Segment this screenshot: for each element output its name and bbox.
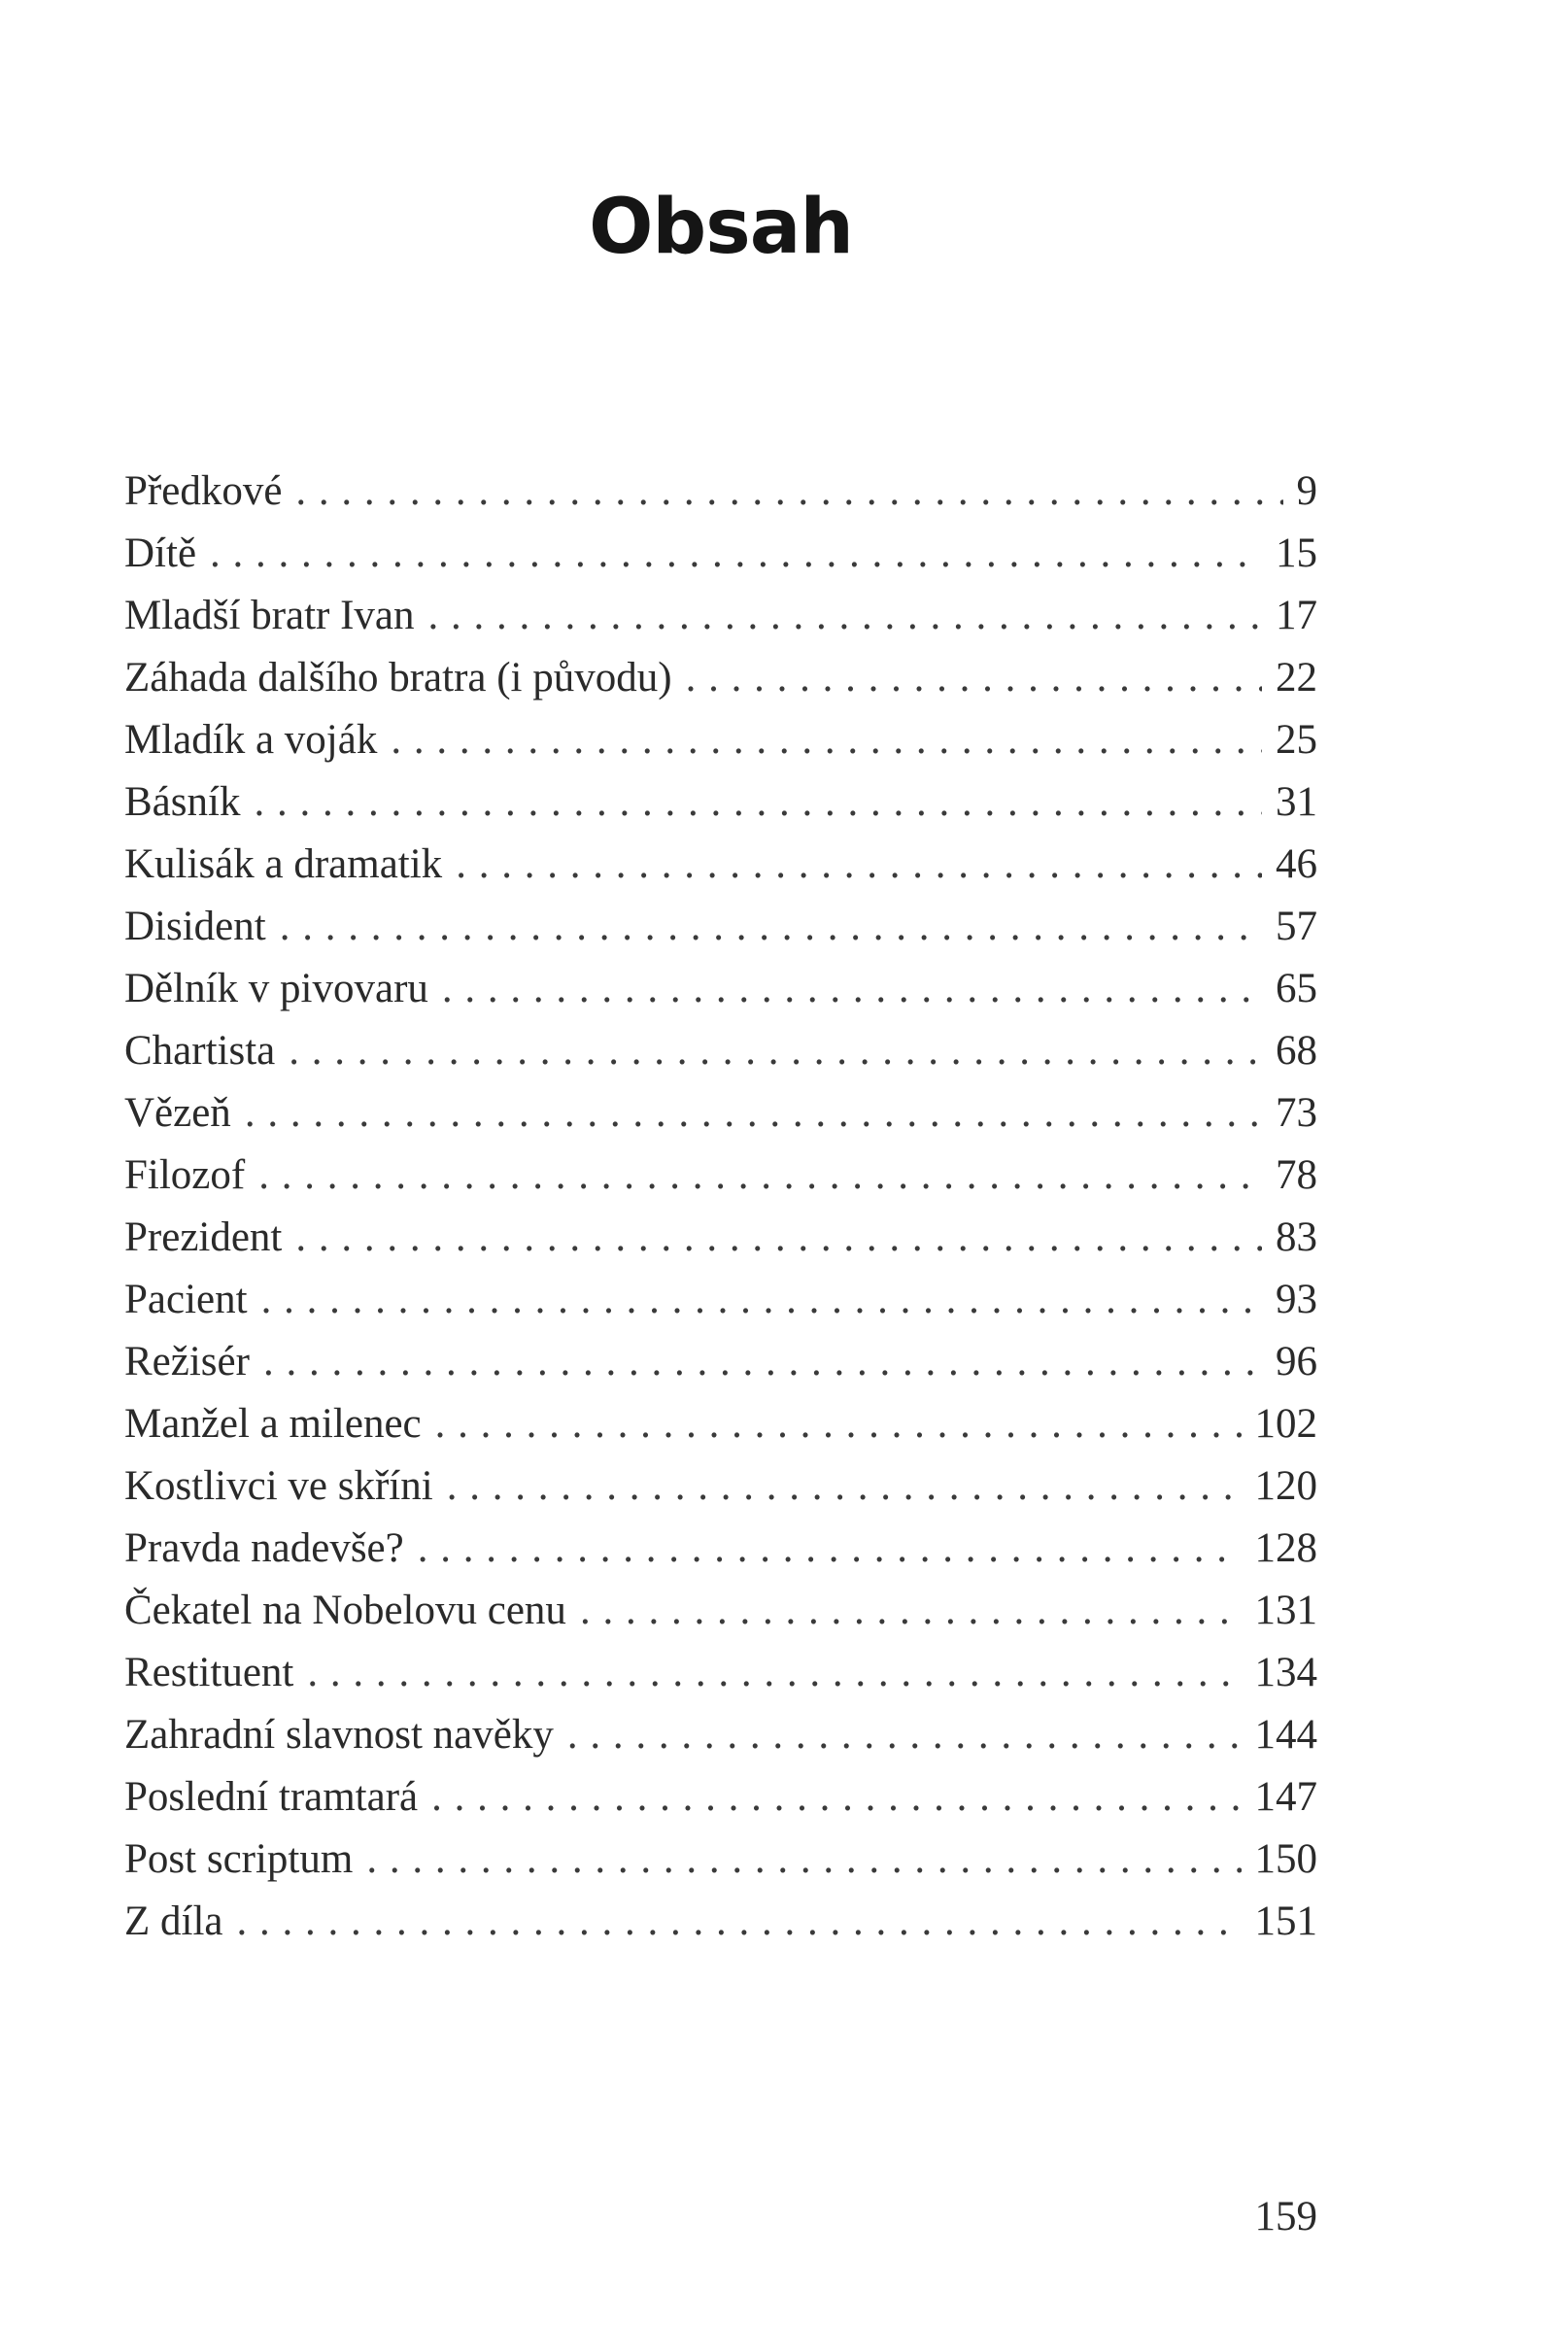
- toc-entry-page: 31: [1276, 779, 1317, 825]
- toc-entry-page: 134: [1254, 1650, 1317, 1695]
- toc-entry: [124, 461, 1317, 523]
- toc-entry: [124, 1393, 1317, 1455]
- toc-entry-page: 102: [1254, 1401, 1317, 1447]
- toc-entry-page: 83: [1276, 1214, 1317, 1260]
- toc-entry-page: 131: [1254, 1588, 1317, 1633]
- toc-entry-page: 128: [1254, 1525, 1317, 1571]
- toc-entry-title: Pacient: [124, 1277, 248, 1322]
- dot-leader: [237, 1891, 1242, 1953]
- toc-entry: [124, 958, 1317, 1020]
- toc-entry: [124, 647, 1317, 709]
- dot-leader: [580, 1580, 1242, 1642]
- toc-entry: [124, 1518, 1317, 1580]
- toc-entry: [124, 1082, 1317, 1145]
- toc-entry-title: Dítě: [124, 530, 197, 576]
- dot-leader: [210, 523, 1262, 585]
- toc-entry-title: Mladší bratr Ivan: [124, 593, 415, 638]
- toc-entry-title: Pravda nadevše?: [124, 1525, 404, 1571]
- table-of-contents: [124, 461, 1317, 1953]
- toc-entry-page: 68: [1276, 1028, 1317, 1074]
- toc-entry-title: Básník: [124, 779, 241, 825]
- dot-leader: [307, 1642, 1241, 1704]
- toc-entry-page: 57: [1276, 904, 1317, 949]
- toc-entry-title: Disident: [124, 904, 266, 949]
- dot-leader: [289, 1020, 1262, 1082]
- toc-entry-title: Dělník v pivovaru: [124, 966, 428, 1011]
- toc-entry: [124, 585, 1317, 647]
- toc-entry-page: 25: [1276, 717, 1317, 763]
- toc-entry-title: Filozof: [124, 1152, 246, 1198]
- dot-leader: [391, 709, 1262, 771]
- toc-entry-page: 9: [1296, 468, 1317, 514]
- dot-leader: [280, 896, 1262, 958]
- page-title: Obsah: [589, 184, 853, 271]
- toc-entry-page: 151: [1254, 1898, 1317, 1944]
- toc-entry-title: Kostlivci ve skříni: [124, 1463, 433, 1509]
- dot-leader: [263, 1331, 1262, 1393]
- toc-entry-title: Z díla: [124, 1898, 223, 1944]
- toc-entry: [124, 1145, 1317, 1207]
- toc-entry: [124, 1891, 1317, 1953]
- dot-leader: [431, 1766, 1241, 1829]
- toc-entry-page: 144: [1254, 1712, 1317, 1758]
- dot-leader: [442, 958, 1262, 1020]
- toc-entry: [124, 1642, 1317, 1704]
- toc-entry-title: Zahradní slavnost navěky: [124, 1712, 554, 1758]
- dot-leader: [567, 1704, 1242, 1766]
- toc-entry: [124, 1331, 1317, 1393]
- toc-entry-title: Čekatel na Nobelovu cenu: [124, 1588, 566, 1633]
- toc-entry: [124, 896, 1317, 958]
- dot-leader: [428, 585, 1262, 647]
- toc-entry-page: 65: [1276, 966, 1317, 1011]
- toc-entry: [124, 834, 1317, 896]
- toc-entry-title: Vězeň: [124, 1090, 231, 1136]
- toc-entry-title: Post scriptum: [124, 1836, 354, 1882]
- toc-entry-page: 96: [1276, 1339, 1317, 1385]
- toc-entry: [124, 1269, 1317, 1331]
- dot-leader: [366, 1829, 1241, 1891]
- toc-entry-title: Chartista: [124, 1028, 276, 1074]
- toc-entry-title: Kulisák a dramatik: [124, 841, 443, 887]
- toc-entry-page: 46: [1276, 841, 1317, 887]
- toc-entry-title: Mladík a voják: [124, 717, 378, 763]
- dot-leader: [418, 1518, 1242, 1580]
- toc-entry: [124, 523, 1317, 585]
- page-number: 159: [1254, 2194, 1317, 2240]
- toc-entry-title: Restituent: [124, 1650, 294, 1695]
- toc-entry: [124, 1704, 1317, 1766]
- toc-entry-page: 150: [1254, 1836, 1317, 1882]
- toc-entry-page: 73: [1276, 1090, 1317, 1136]
- dot-leader: [447, 1455, 1242, 1518]
- toc-entry-page: 15: [1276, 530, 1317, 576]
- toc-entry-title: Záhada dalšího bratra (i původu): [124, 655, 672, 701]
- dot-leader: [435, 1393, 1242, 1455]
- toc-entry-title: Prezident: [124, 1214, 283, 1260]
- toc-entry: [124, 1020, 1317, 1082]
- toc-entry: [124, 1207, 1317, 1269]
- toc-entry-page: 147: [1254, 1774, 1317, 1820]
- toc-entry-title: Předkové: [124, 468, 283, 514]
- toc-entry-title: Režisér: [124, 1339, 250, 1385]
- dot-leader: [456, 834, 1262, 896]
- toc-entry-page: 93: [1276, 1277, 1317, 1322]
- toc-entry: [124, 771, 1317, 834]
- toc-entry: [124, 709, 1317, 771]
- toc-entry-title: Poslední tramtará: [124, 1774, 419, 1820]
- dot-leader: [295, 461, 1282, 523]
- toc-entry-page: 22: [1276, 655, 1317, 701]
- dot-leader: [295, 1207, 1262, 1269]
- dot-leader: [254, 771, 1262, 834]
- dot-leader: [261, 1269, 1262, 1331]
- toc-entry-page: 120: [1254, 1463, 1317, 1509]
- toc-entry: [124, 1766, 1317, 1829]
- dot-leader: [686, 647, 1262, 709]
- dot-leader: [245, 1082, 1262, 1145]
- toc-entry-title: Manžel a milenec: [124, 1401, 422, 1447]
- toc-entry: [124, 1580, 1317, 1642]
- toc-entry-page: 78: [1276, 1152, 1317, 1198]
- toc-entry-page: 17: [1276, 593, 1317, 638]
- dot-leader: [258, 1145, 1262, 1207]
- toc-entry: [124, 1455, 1317, 1518]
- toc-entry: [124, 1829, 1317, 1891]
